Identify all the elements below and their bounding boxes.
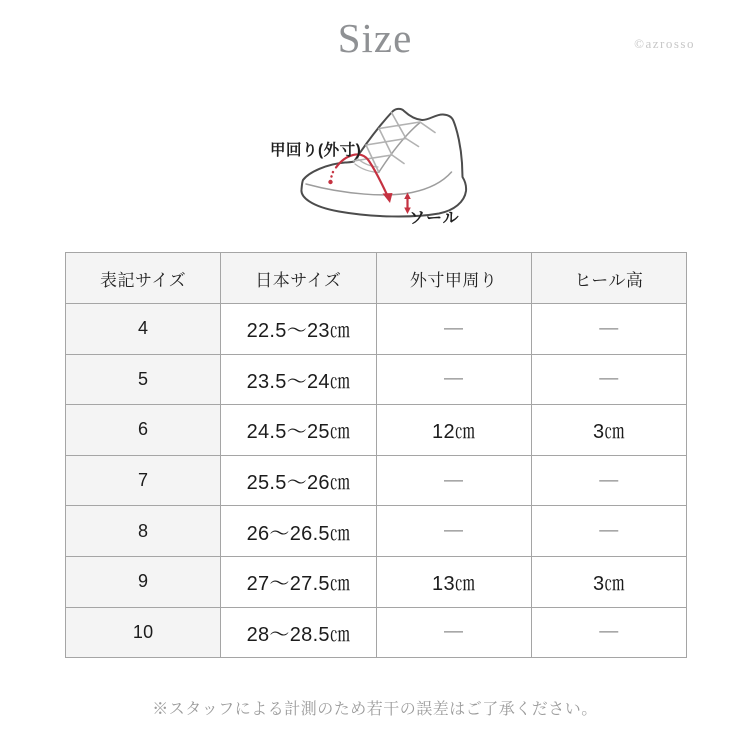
cell-instep-girth: 13㎝ (376, 556, 531, 607)
cell-display-size: 6 (66, 405, 221, 456)
size-table (65, 252, 687, 658)
cell-japan-size: 25.5〜26㎝ (221, 455, 376, 506)
cell-japan-size: 23.5〜24㎝ (221, 354, 376, 405)
col-header-heel-height: ヒール高 (531, 253, 686, 304)
shoe-outline (301, 109, 466, 217)
cell-display-size: 5 (66, 354, 221, 405)
instep-arc-dotted (332, 169, 336, 177)
cell-display-size: 8 (66, 506, 221, 557)
size-table-header (66, 253, 687, 304)
table-row-size-4 (66, 304, 687, 355)
size-table-body (66, 304, 687, 658)
sole-label: ソール (409, 210, 460, 227)
cell-japan-size: 24.5〜25㎝ (221, 405, 376, 456)
cell-heel-height: 3㎝ (531, 405, 686, 456)
cell-display-size: 10 (66, 607, 221, 658)
cell-instep-girth: — (376, 304, 531, 355)
instep-girth-label: 甲回り(外寸) (270, 142, 362, 159)
cell-heel-height: — (531, 304, 686, 355)
table-row-size-5 (66, 354, 687, 405)
table-row-size-7 (66, 455, 687, 506)
measurement-disclaimer: ※スタッフによる計測のため若干の誤差はご了承ください。 (152, 701, 598, 718)
table-row-size-6 (66, 405, 687, 456)
page-title: Size (337, 15, 413, 61)
col-header-japan-size: 日本サイズ (221, 253, 376, 304)
table-row-size-9 (66, 556, 687, 607)
cell-instep-girth: — (376, 455, 531, 506)
laces-icon (354, 113, 436, 172)
sole-top-line (306, 172, 452, 195)
instep-arc-arrowhead (383, 193, 393, 203)
cell-display-size: 4 (66, 304, 221, 355)
col-header-display-size: 表記サイズ (66, 253, 221, 304)
cell-display-size: 7 (66, 455, 221, 506)
cell-japan-size: 22.5〜23㎝ (221, 304, 376, 355)
col-header-instep-girth: 外寸甲周り (376, 253, 531, 304)
cell-heel-height: — (531, 506, 686, 557)
cell-instep-girth: — (376, 354, 531, 405)
brand-watermark: ©azrosso (634, 36, 695, 51)
cell-japan-size: 26〜26.5㎝ (221, 506, 376, 557)
table-row-size-8 (66, 506, 687, 557)
instep-arc-start-dot (328, 180, 332, 184)
shoe-diagram (0, 85, 750, 245)
cell-japan-size: 27〜27.5㎝ (221, 556, 376, 607)
cell-instep-girth: — (376, 607, 531, 658)
lace-rail (379, 123, 420, 173)
cell-heel-height: 3㎝ (531, 556, 686, 607)
header-row (66, 253, 687, 304)
cell-heel-height: — (531, 607, 686, 658)
shoe-illustration (285, 85, 525, 235)
cell-japan-size: 28〜28.5㎝ (221, 607, 376, 658)
cell-display-size: 9 (66, 556, 221, 607)
cell-heel-height: — (531, 354, 686, 405)
cell-heel-height: — (531, 455, 686, 506)
table-row-size-10 (66, 607, 687, 658)
cell-instep-girth: — (376, 506, 531, 557)
cell-instep-girth: 12㎝ (376, 405, 531, 456)
